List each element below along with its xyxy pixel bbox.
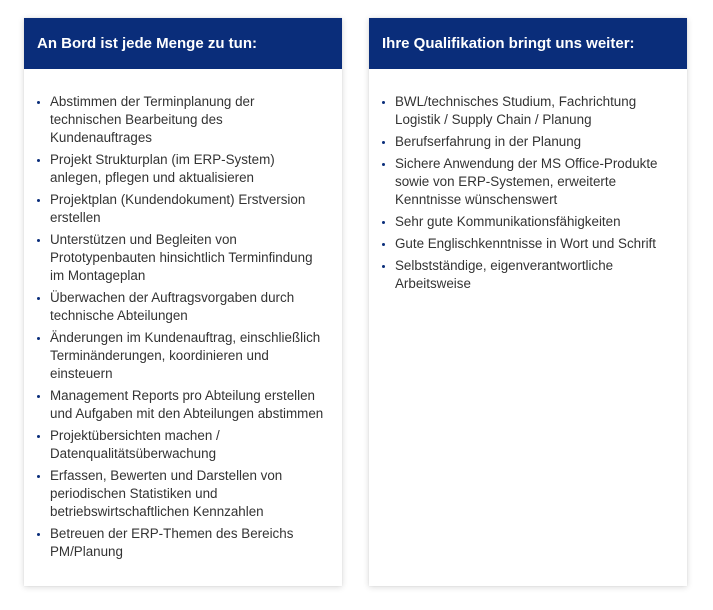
qualifications-card-title: Ihre Qualifikation bringt uns weiter: xyxy=(369,18,687,69)
list-item xyxy=(37,231,328,285)
list-item-text: Abstimmen der Terminplanung der technischen Bearbeitung des Kundenauftrages xyxy=(50,94,255,145)
tasks-card-title: An Bord ist jede Menge zu tun: xyxy=(24,18,342,69)
list-item-text: Selbstständige, eigenverantwortliche Arbeitsweise xyxy=(395,258,614,291)
tasks-list xyxy=(24,69,342,561)
bullet-icon xyxy=(37,435,40,438)
qualifications-card xyxy=(369,18,687,586)
list-item-text: Berufserfahrung in der Planung xyxy=(395,134,582,149)
list-item xyxy=(382,133,673,151)
list-item xyxy=(382,93,673,129)
list-item-text: Sichere Anwendung der MS Office-Produkte sowie von ERP-Systemen, erweiterte Kenntnisse wünschenswert xyxy=(395,156,658,207)
list-item-text: Unterstützen und Begleiten von Prototypenbauten hinsichtlich Terminfindung im Montageplan xyxy=(50,232,313,283)
list-item-text: Gute Englischkenntnisse in Wort und Schrift xyxy=(395,236,656,251)
list-item xyxy=(382,235,673,253)
list-item xyxy=(37,289,328,325)
bullet-icon xyxy=(382,221,385,224)
list-item-text: Erfassen, Bewerten und Darstellen von periodischen Statistiken und betriebswirtschaftlichen Kennzahlen xyxy=(50,468,283,519)
list-item-text: Sehr gute Kommunikationsfähigkeiten xyxy=(395,214,621,229)
list-item xyxy=(382,213,673,231)
bullet-icon xyxy=(382,163,385,166)
bullet-icon xyxy=(37,239,40,242)
list-item-text: Änderungen im Kundenauftrag, einschließlich Terminänderungen, koordinieren und einsteuern xyxy=(50,330,321,381)
qualifications-list xyxy=(369,69,687,293)
bullet-icon xyxy=(37,337,40,340)
list-item-text: Projektübersichten machen / Datenqualitätsüberwachung xyxy=(50,428,220,461)
bullet-icon xyxy=(37,475,40,478)
bullet-icon xyxy=(37,101,40,104)
list-item-text: Management Reports pro Abteilung erstellen und Aufgaben mit den Abteilungen abstimmen xyxy=(50,388,324,421)
bullet-icon xyxy=(382,243,385,246)
tasks-card xyxy=(24,18,342,586)
bullet-icon xyxy=(382,265,385,268)
list-item-text: Betreuen der ERP-Themen des Bereichs PM/Planung xyxy=(50,526,294,559)
list-item xyxy=(382,257,673,293)
list-item xyxy=(37,387,328,423)
list-item xyxy=(37,525,328,561)
bullet-icon xyxy=(382,101,385,104)
bullet-icon xyxy=(382,141,385,144)
list-item xyxy=(37,191,328,227)
list-item-text: Überwachen der Auftragsvorgaben durch technische Abteilungen xyxy=(50,290,295,323)
list-item-text: BWL/technisches Studium, Fachrichtung Logistik / Supply Chain / Planung xyxy=(395,94,637,127)
list-item xyxy=(37,467,328,521)
bullet-icon xyxy=(37,297,40,300)
list-item xyxy=(37,93,328,147)
bullet-icon xyxy=(37,533,40,536)
list-item xyxy=(37,329,328,383)
bullet-icon xyxy=(37,199,40,202)
list-item xyxy=(382,155,673,209)
list-item xyxy=(37,427,328,463)
list-item-text: Projektplan (Kundendokument) Erstversion erstellen xyxy=(50,192,306,225)
bullet-icon xyxy=(37,159,40,162)
list-item xyxy=(37,151,328,187)
bullet-icon xyxy=(37,395,40,398)
list-item-text: Projekt Strukturplan (im ERP-System) anlegen, pflegen und aktualisieren xyxy=(50,152,275,185)
